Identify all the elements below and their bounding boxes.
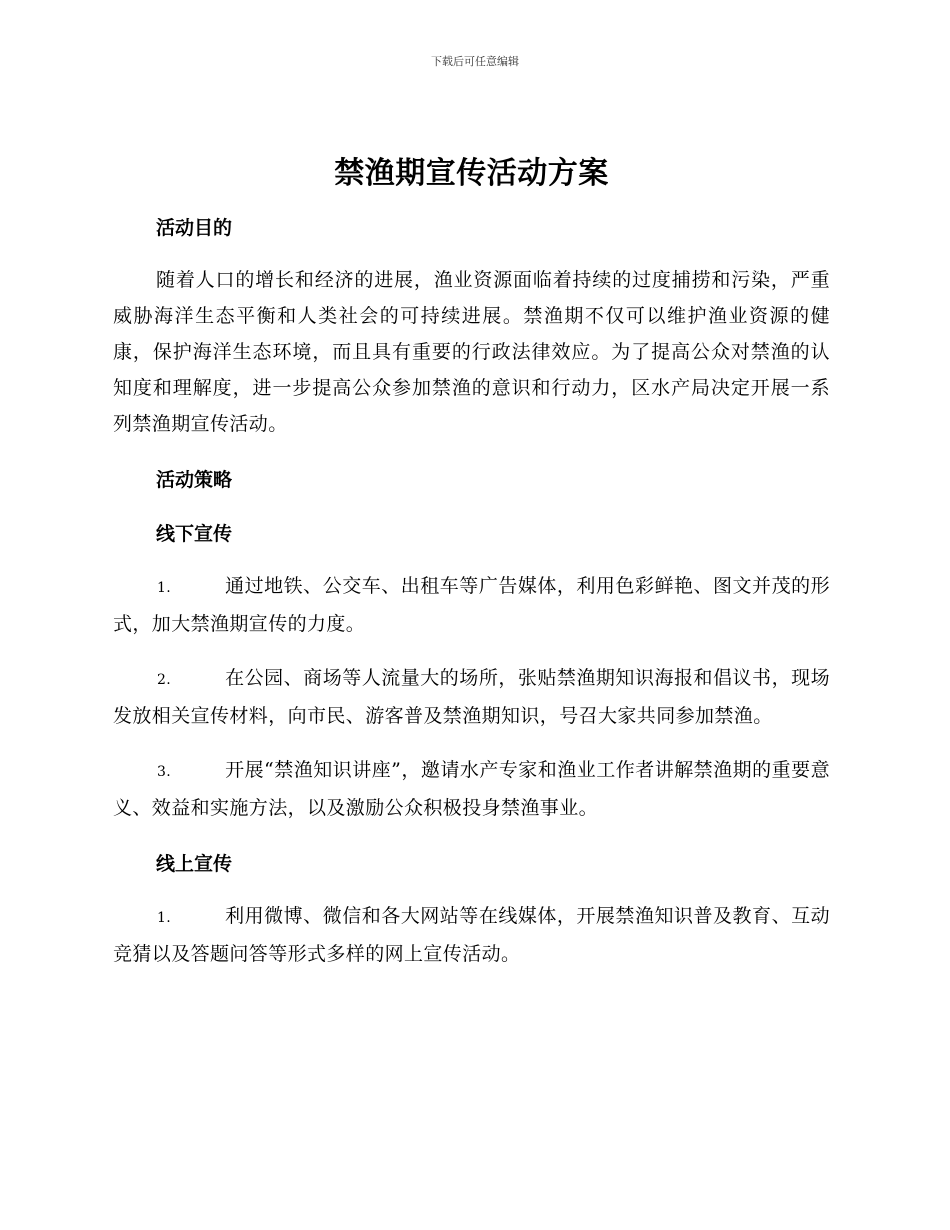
offline-item-1 xyxy=(113,568,830,642)
list-text: 在公园、商场等人流量大的场所，张贴禁渔期知识海报和倡议书，现场发放相关宣传材料，向市民、游客普及禁渔期知识，号召大家共同参加禁渔。 xyxy=(113,667,830,727)
list-text: 通过地铁、公交车、出租车等广告媒体，利用色彩鲜艳、图文并茂的形式，加大禁渔期宣传的力度。 xyxy=(113,575,830,635)
header-note: 下载后可任意编辑 xyxy=(431,55,519,68)
list-text: 开展“禁渔知识讲座”，邀请水产专家和渔业工作者讲解禁渔期的重要意义、效益和实施方法，以及激励公众积极投身禁渔事业。 xyxy=(113,759,830,819)
online-item-1 xyxy=(113,898,830,972)
offline-item-3 xyxy=(113,752,830,826)
offline-item-2 xyxy=(113,660,830,734)
purpose-paragraph: 随着人口的增长和经济的进展，渔业资源面临着持续的过度捕捞和污染，严重威胁海洋生态平衡和人类社会的可持续进展。禁渔期不仅可以维护渔业资源的健康，保护海洋生态环境，而且具有重要的行政法律效应。为了提高公众对禁渔的认知度和理解度，进一步提高公众参加禁渔的意识和行动力，区水产局决定开展一系列禁渔期宣传活动。 xyxy=(113,269,830,435)
heading-online: 线上宣传 xyxy=(156,853,233,875)
list-number: 1. xyxy=(157,580,172,596)
heading-strategy: 活动策略 xyxy=(156,469,233,491)
list-number: 1. xyxy=(157,910,172,926)
heading-offline: 线下宣传 xyxy=(156,523,233,545)
list-text: 利用微博、微信和各大网站等在线媒体，开展禁渔知识普及教育、互动竞猜以及答题问答等形式多样的网上宣传活动。 xyxy=(113,905,830,965)
heading-purpose: 活动目的 xyxy=(156,217,233,239)
list-number: 3. xyxy=(157,764,172,780)
list-number: 2. xyxy=(157,672,172,688)
document-body xyxy=(113,150,830,972)
document-title: 禁渔期宣传活动方案 xyxy=(334,156,609,191)
